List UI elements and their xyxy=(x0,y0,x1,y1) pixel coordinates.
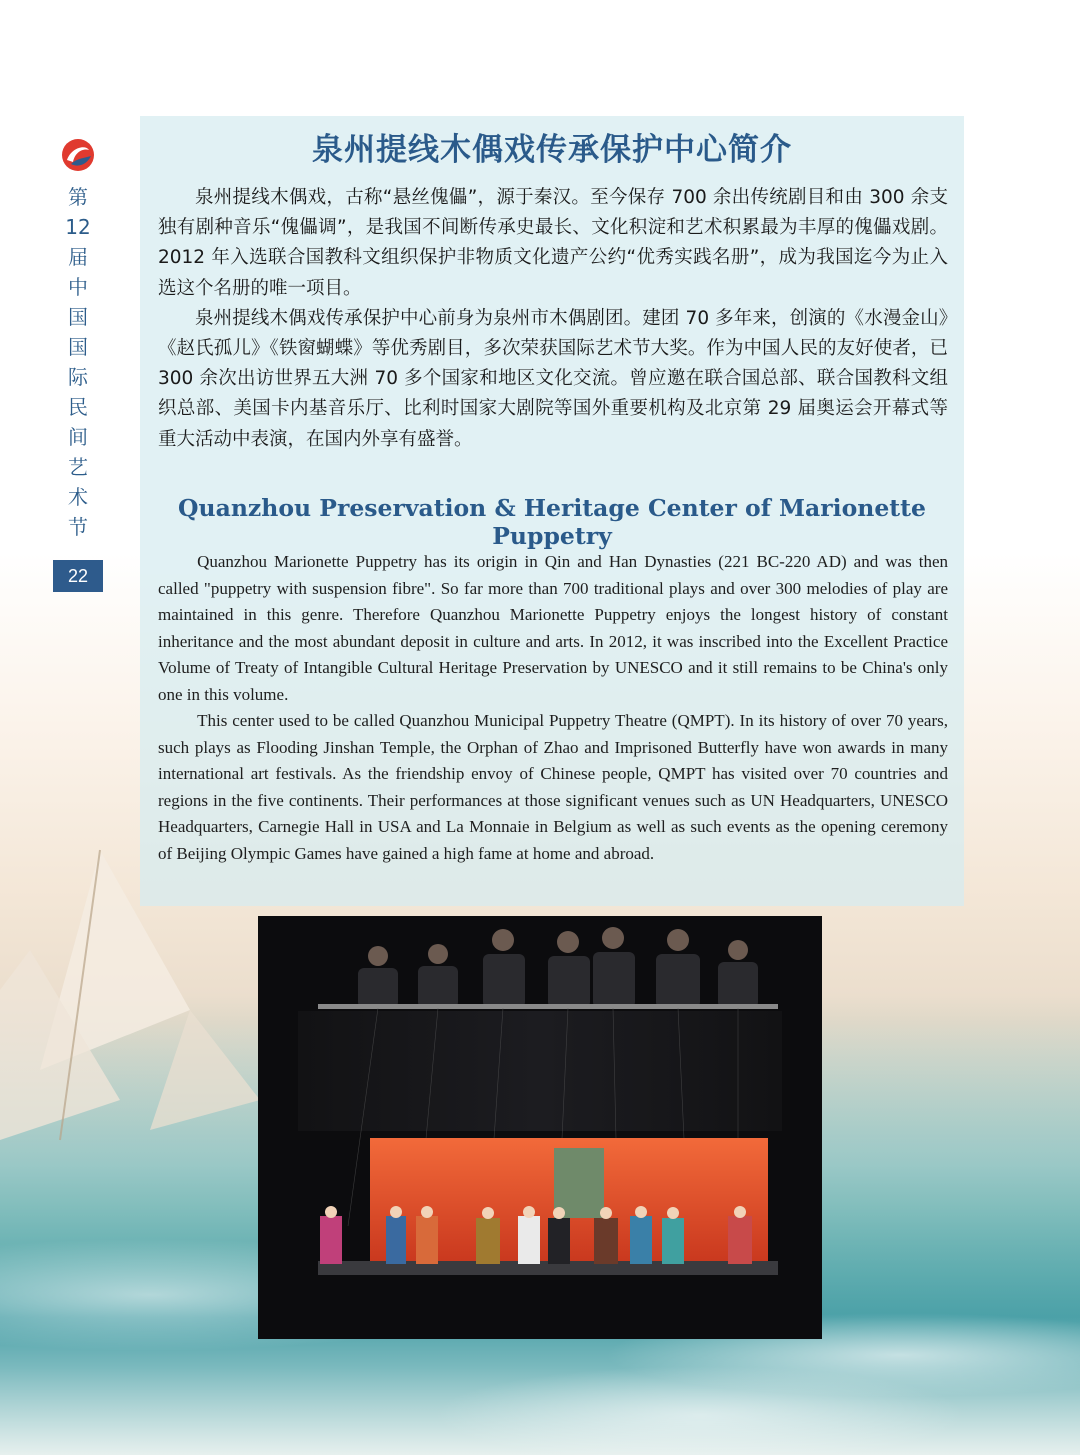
chinese-paragraph: 泉州提线木偶戏传承保护中心前身为泉州市木偶剧团。建团 70 多年来，创演的《水漫金山》《赵氏孤儿》《铁窗蝴蝶》等优秀剧目，多次荣获国际艺术节大奖。作为中国人民的友好使者，已 300 余次出访世界五大洲 70 多个国家和地区文化交流。曾应邀在联合国总部、联合国教科文组织总部、美国卡内基音乐厅、比利时国家大剧院等国外重要机构及北京第 29 届奥运会开幕式等重大活动中表演，在国内外享有盛誉。 xyxy=(158,307,948,450)
stage-photo-illustration xyxy=(258,916,822,1339)
vertical-title-char: 间 xyxy=(67,425,88,449)
vertical-title-char: 中 xyxy=(67,275,88,299)
festival-vertical-title xyxy=(65,182,90,542)
vertical-title-char: 第 xyxy=(67,185,88,209)
vertical-title-char: 国 xyxy=(67,305,88,329)
vertical-title-char: 艺 xyxy=(67,455,88,479)
chinese-title: 泉州提线木偶戏传承保护中心简介 xyxy=(312,132,792,168)
vertical-title-char: 民 xyxy=(67,395,88,419)
english-paragraph: This center used to be called Quanzhou Municipal Puppetry Theatre (QMPT). In its history of over 70 years, such plays as Flooding Jinshan Temple, the Orphan of Zhao and Imprisoned Butterfly have won awards in many international art festivals. As the friendship envoy of Chinese people, QMPT has visited over 70 countries and regions in the five continents. Their performances at those significant venues such as UN Headquarters, UNESCO Headquarters, Carnegie Hall in USA and La Monnaie in Belgium as well as such events as the opening ceremony of Beijing Olympic Games have gained a high fame at home and abroad. xyxy=(158,711,948,863)
vertical-title-char: 节 xyxy=(67,515,88,539)
vertical-title-char: 国 xyxy=(67,335,88,359)
english-paragraph: Quanzhou Marionette Puppetry has its origin in Qin and Han Dynasties (221 BC-220 AD) and was then called "puppetry with suspension fibre". So far more than 700 traditional plays and over 300 melodies of play are maintained in this genre. Therefore Quanzhou Marionette Puppetry enjoys the longest history of constant inheritance and the most abundant deposit in culture and arts. In 2012, it was inscribed into the Excellent Practice Volume of Treaty of Intangible Cultural Heritage Preservation by UNESCO and it still remains to be China's only one in this volume. xyxy=(158,552,948,704)
english-title: Quanzhou Preservation & Heritage Center of Marionette Puppetry xyxy=(178,494,926,550)
sidebar xyxy=(52,138,104,592)
vertical-title-char: 术 xyxy=(67,485,88,509)
vertical-title-char: 届 xyxy=(67,245,88,269)
page-number: 22 xyxy=(53,560,103,592)
chinese-paragraph: 泉州提线木偶戏，古称“悬丝傀儡”，源于秦汉。至今保存 700 余出传统剧目和由 300 余支独有剧种音乐“傀儡调”，是我国不间断传承史最长、文化积淀和艺术积累最为丰厚的傀儡戏剧。2012 年入选联合国教科文组织保护非物质文化遗产公约“优秀实践名册”，成为我国迄今为止入选这个名册的唯一项目。 xyxy=(158,187,948,299)
festival-logo-icon xyxy=(61,138,95,172)
stage-photo xyxy=(258,916,822,1339)
chinese-body xyxy=(158,183,948,455)
english-body xyxy=(158,549,948,867)
vertical-title-char: 12 xyxy=(65,215,91,239)
vertical-title-char: 际 xyxy=(67,365,88,389)
